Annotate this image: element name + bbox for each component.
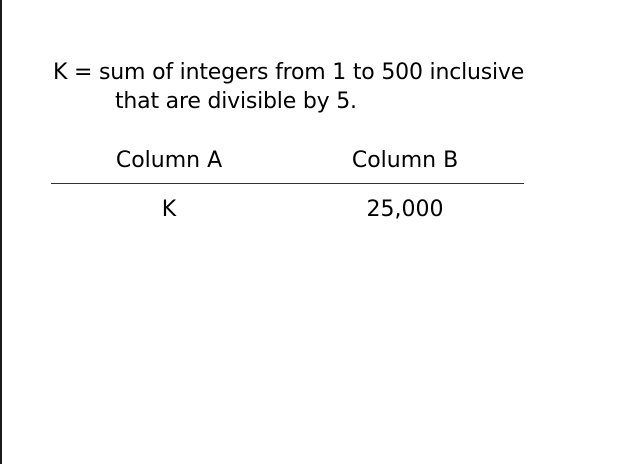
column-a-header: Column A	[115, 148, 223, 173]
column-b-value: 25,000	[366, 197, 444, 222]
column-b-header: Column B	[351, 148, 459, 173]
definition-line-1: K = sum of integers from 1 to 500 inclusive	[53, 60, 525, 85]
left-border	[0, 0, 2, 464]
definition-line-2: that are divisible by 5.	[115, 89, 357, 114]
header-divider	[51, 183, 524, 184]
column-a-value: K	[161, 197, 177, 222]
problem-definition	[53, 58, 524, 116]
